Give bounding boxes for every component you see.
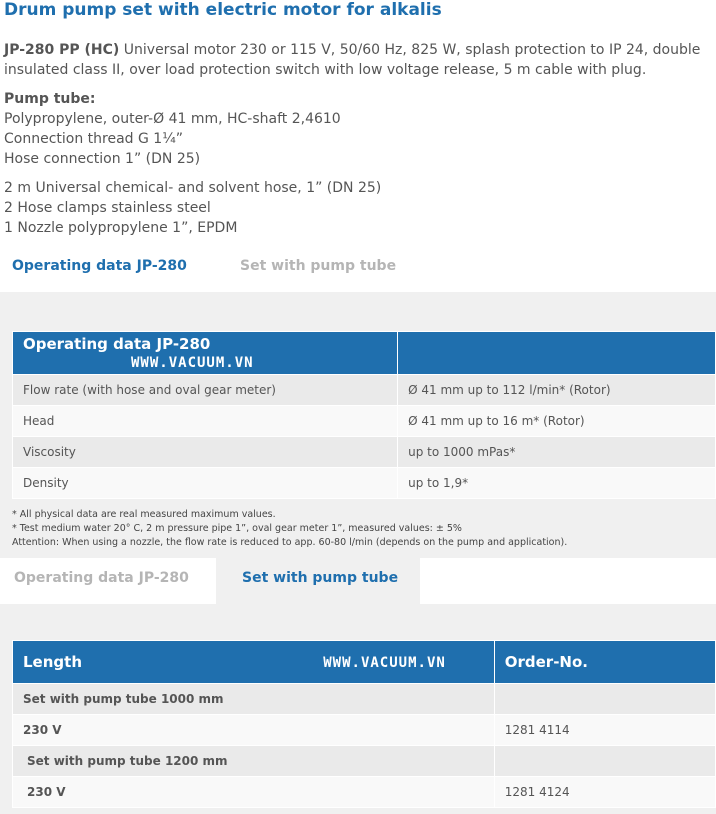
col-length: Length (23, 653, 82, 671)
row-value: up to 1,9* (398, 468, 716, 499)
pump-tube-line: Hose connection 1” (DN 25) (4, 151, 201, 167)
row-label: Head (13, 406, 398, 437)
pump-tube-line: Polypropylene, outer-Ø 41 mm, HC-shaft 2,4610 (4, 111, 341, 127)
table-row (13, 777, 716, 808)
row-value: Ø 41 mm up to 112 l/min* (Rotor) (398, 375, 716, 406)
row-value: 1281 4124 (494, 777, 715, 808)
col-order-no: Order-No. (494, 641, 715, 684)
watermark: WWW.VACUUM.VN (131, 355, 254, 371)
tab-operating-data-2[interactable]: Operating data JP-280 (0, 558, 216, 604)
pump-tube-line: Connection thread G 1¼” (4, 131, 184, 147)
row-label: Flow rate (with hose and oval gear meter) (13, 375, 398, 406)
row-label: 230 V (13, 715, 495, 746)
table-row (13, 468, 716, 499)
tab-set-with-pump-tube-2[interactable]: Set with pump tube (216, 558, 420, 604)
accessory-item: 2 m Universal chemical- and solvent hose, 1” (DN 25) (4, 180, 382, 196)
table-row (13, 684, 716, 715)
table-row (13, 437, 716, 468)
description-text: Universal motor 230 or 115 V, 50/60 Hz, 825 W, splash protection to IP 24, double insulated class II, over load protection switch with low voltage release, 5 m cable with plug. (4, 42, 701, 78)
row-value (494, 746, 715, 777)
table-header-cell (13, 332, 398, 375)
footnote: * Test medium water 20° C, 2 m pressure pipe 1”, oval gear meter 1”, measured values: ± 5% (12, 523, 462, 534)
accessory-item: 2 Hose clamps stainless steel (4, 200, 211, 216)
row-value: 1281 4114 (494, 715, 715, 746)
table-header-title: Operating data JP-280 (23, 335, 211, 353)
product-description (4, 40, 716, 80)
table-row (13, 375, 716, 406)
table-row (13, 406, 716, 437)
footnote: Attention: When using a nozzle, the flow rate is reduced to app. 60-80 l/min (depends on the pump and application). (12, 537, 568, 548)
row-value: up to 1000 mPas* (398, 437, 716, 468)
footnote: * All physical data are real measured maximum values. (12, 509, 276, 520)
pump-tube-section (4, 89, 341, 169)
accessory-item: 1 Nozzle polypropylene 1”, EPDM (4, 220, 238, 236)
table-row (13, 715, 716, 746)
table-row (13, 746, 716, 777)
table-header-cell (13, 641, 495, 684)
operating-data-table (12, 331, 716, 499)
row-label: Set with pump tube 1000 mm (13, 684, 495, 715)
row-value (494, 684, 715, 715)
row-label: Viscosity (13, 437, 398, 468)
order-table (12, 640, 716, 808)
row-label: Set with pump tube 1200 mm (13, 746, 495, 777)
model-name: JP-280 PP (HC) (4, 42, 120, 58)
tab-operating-data[interactable]: Operating data JP-280 (0, 246, 214, 292)
page-title: Drum pump set with electric motor for alkalis (4, 0, 442, 20)
footnotes (12, 508, 712, 550)
tab-set-with-pump-tube[interactable]: Set with pump tube (214, 246, 716, 292)
table-header-cell (398, 332, 716, 375)
row-label: Density (13, 468, 398, 499)
row-label: 230 V (13, 777, 495, 808)
row-value: Ø 41 mm up to 16 m* (Rotor) (398, 406, 716, 437)
watermark: WWW.VACUUM.VN (323, 655, 446, 671)
accessories-list (4, 178, 381, 238)
pump-tube-label: Pump tube: (4, 91, 96, 107)
